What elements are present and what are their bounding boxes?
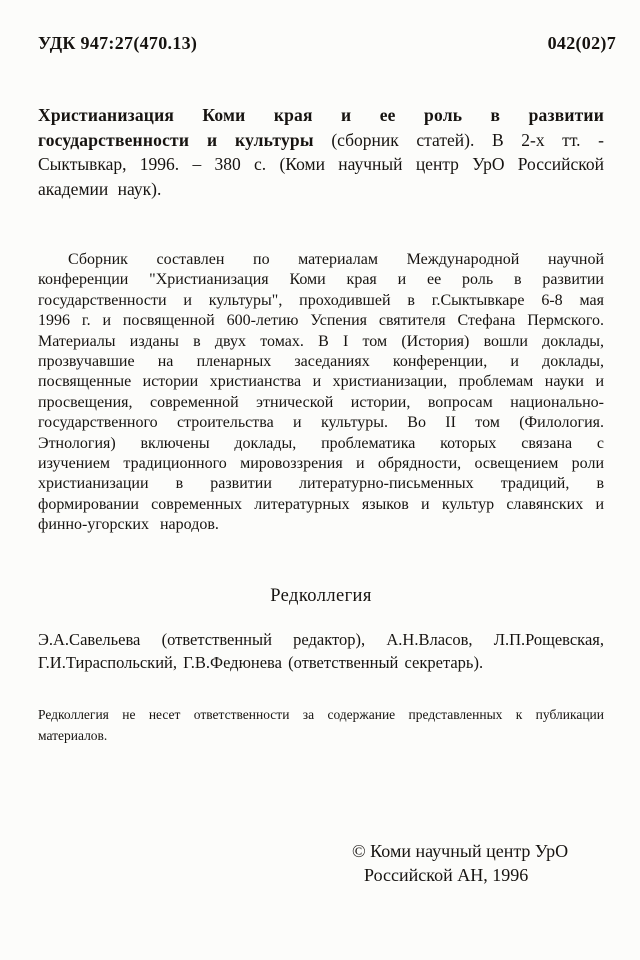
book-title-details: (сборник статей). В 2-х тт. - Сыктывкар, 1996. – 380 с. (Коми научный центр УрО Российской академии наук). (38, 129, 604, 199)
copyright-notice (352, 840, 568, 887)
editorial-board-names: Э.А.Савельева (ответственный редактор), А.Н.Власов, Л.П.Рощевская, Г.И.Тираспольский, Г.В.Федюнева (ответственный секретарь). (38, 630, 604, 672)
abstract-paragraph: Сборник составлен по материалам Международной научной конференции "Христианизация Коми края и ее роль в развитии государственности и культуры", проходившей в г.Сыктывкаре 6-8 мая 1996 г. и посвященной 600-летию Успения святителя Стефана Пермского. Материалы изданы в двух томах. В I том (История) вошли доклады, прозвучавшие на пленарных заседаниях конференции, и доклады, посвященные истории христианства и христианизации, проблемам науки и просвещения, современной этнической истории, вопросам национально-государственного строительства и культуры. Во II том (Филология. Этнология) включены доклады, проблематика которых связана с изучением традиционного мировоззрения и обрядности, освещением роли христианизации в развитии литературно-письменных традиций, в формировании современных литературных языков и культур славянских и финно-угорских народов. (38, 251, 604, 534)
bibliographic-header (38, 33, 616, 54)
copyright-line-1: © Коми научный центр УрО (352, 841, 569, 861)
book-title-paragraph (38, 103, 604, 201)
book-title: Христианизация Коми края и ее роль в развитии государственности и культуры (38, 105, 604, 150)
classification-code: 042(02)7 (547, 33, 616, 53)
editorial-board-heading: Редколлегия (270, 586, 372, 606)
copyright-line-2: Российской АН, 1996 (364, 864, 529, 885)
udc-number: УДК 947:27(470.13) (38, 33, 198, 53)
disclaimer-note: Редколлегия не несет ответственности за содержание представленных к публикации материалов. (38, 707, 604, 743)
